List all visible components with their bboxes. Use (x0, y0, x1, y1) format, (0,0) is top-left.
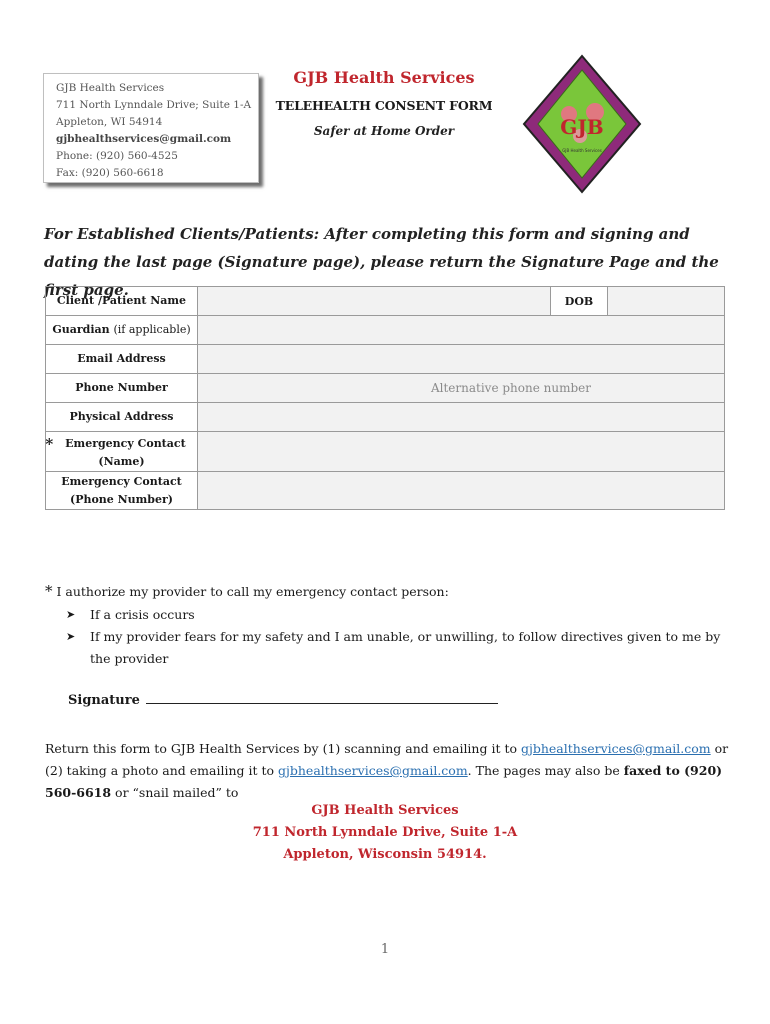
emergency-name-label-2: (Name) (98, 454, 145, 468)
logo-text-big: GJB (560, 115, 604, 139)
emergency-phone-label (46, 472, 198, 509)
organization-title: GJB Health Services (293, 68, 475, 87)
mailing-address (0, 800, 770, 866)
bullet-safety: If my provider fears for my safety and I am unable, or unwilling, to follow directives given to me by the provider (90, 629, 721, 666)
authorization-statement (45, 582, 449, 600)
phone-label: Phone Number (46, 374, 198, 402)
authorization-star: * (45, 582, 53, 600)
logo-text-small: GJB Health Services (562, 148, 602, 153)
email-field[interactable] (198, 345, 724, 373)
return-text-1: Return this form to GJB Health Services by (1) scanning and emailing it to (45, 741, 521, 756)
client-name-label: Client /Patient Name (46, 287, 198, 315)
signature-label: Signature (68, 693, 140, 708)
guardian-field[interactable] (198, 316, 724, 344)
return-text-3: . The pages may also be (467, 763, 624, 778)
authorization-text: I authorize my provider to call my emergency contact person: (56, 584, 449, 599)
emergency-phone-field[interactable] (198, 472, 724, 509)
guardian-label (46, 316, 198, 344)
page-number: 1 (380, 942, 390, 957)
address-card-name: GJB Health Services (56, 82, 165, 94)
list-item (66, 626, 726, 670)
emergency-phone-label-1: Emergency Contact (61, 474, 182, 488)
dob-label: DOB (550, 287, 608, 315)
email-row (46, 345, 724, 374)
emergency-name-field[interactable] (198, 432, 724, 471)
phone-field[interactable] (198, 374, 724, 402)
address-card-street: 711 North Lynndale Drive; Suite 1-A (56, 99, 252, 111)
guardian-row (46, 316, 724, 345)
address-label: Physical Address (46, 403, 198, 431)
email-label: Email Address (46, 345, 198, 373)
client-name-row (46, 287, 724, 316)
address-card-phone: Phone: (920) 560-4525 (56, 150, 178, 162)
emergency-name-label-1: Emergency Contact (65, 436, 186, 450)
address-field[interactable] (198, 403, 724, 431)
address-row (46, 403, 724, 432)
bullet-crisis: If a crisis occurs (90, 607, 195, 622)
guardian-label-text: Guardian (52, 323, 110, 336)
client-info-table (45, 286, 725, 510)
email-link-2[interactable]: gjbhealthservices@gmail.com (278, 763, 468, 778)
return-text-4: or “snail mailed” to (111, 785, 239, 800)
form-subtitle: Safer at Home Order (313, 124, 455, 138)
arrow-bullet-icon: ➤ (66, 608, 76, 621)
mailing-address-name: GJB Health Services (311, 803, 459, 818)
address-card (43, 73, 259, 183)
organization-logo (522, 54, 642, 194)
guardian-note: (if applicable) (113, 323, 191, 336)
signature-line[interactable] (146, 693, 498, 704)
authorization-bullets (66, 604, 726, 670)
mailing-address-street: 711 North Lynndale Drive, Suite 1-A (252, 825, 518, 840)
arrow-bullet-icon: ➤ (66, 630, 76, 643)
return-text-2: or (2) taking a photo and emailing it to (45, 741, 729, 778)
emergency-name-row (46, 432, 724, 472)
return-instructions (45, 738, 735, 804)
intro-instructions: For Established Clients/Patients: After completing this form and signing and dating the last page (Signature page), please return the Signature Page and the first page. (44, 225, 719, 299)
phone-row (46, 374, 724, 403)
address-card-fax: Fax: (920) 560-6618 (56, 167, 164, 179)
emergency-phone-row (46, 472, 724, 509)
address-card-email: gjbhealthservices@gmail.com (56, 133, 232, 145)
fax-number: faxed to (920) 560-6618 (45, 763, 723, 800)
list-item (66, 604, 726, 626)
form-title: TELEHEALTH CONSENT FORM (275, 98, 493, 113)
emergency-phone-label-2: (Phone Number) (69, 492, 174, 506)
emergency-name-label (46, 432, 198, 471)
signature-block (68, 693, 498, 708)
address-card-city: Appleton, WI 54914 (56, 116, 163, 128)
emergency-name-star: * (45, 434, 54, 453)
email-link-1[interactable]: gjbhealthservices@gmail.com (520, 741, 711, 756)
alt-phone-placeholder: Alternative phone number (430, 381, 592, 395)
client-name-field[interactable] (198, 287, 724, 315)
mailing-address-city: Appleton, Wisconsin 54914. (283, 847, 487, 862)
